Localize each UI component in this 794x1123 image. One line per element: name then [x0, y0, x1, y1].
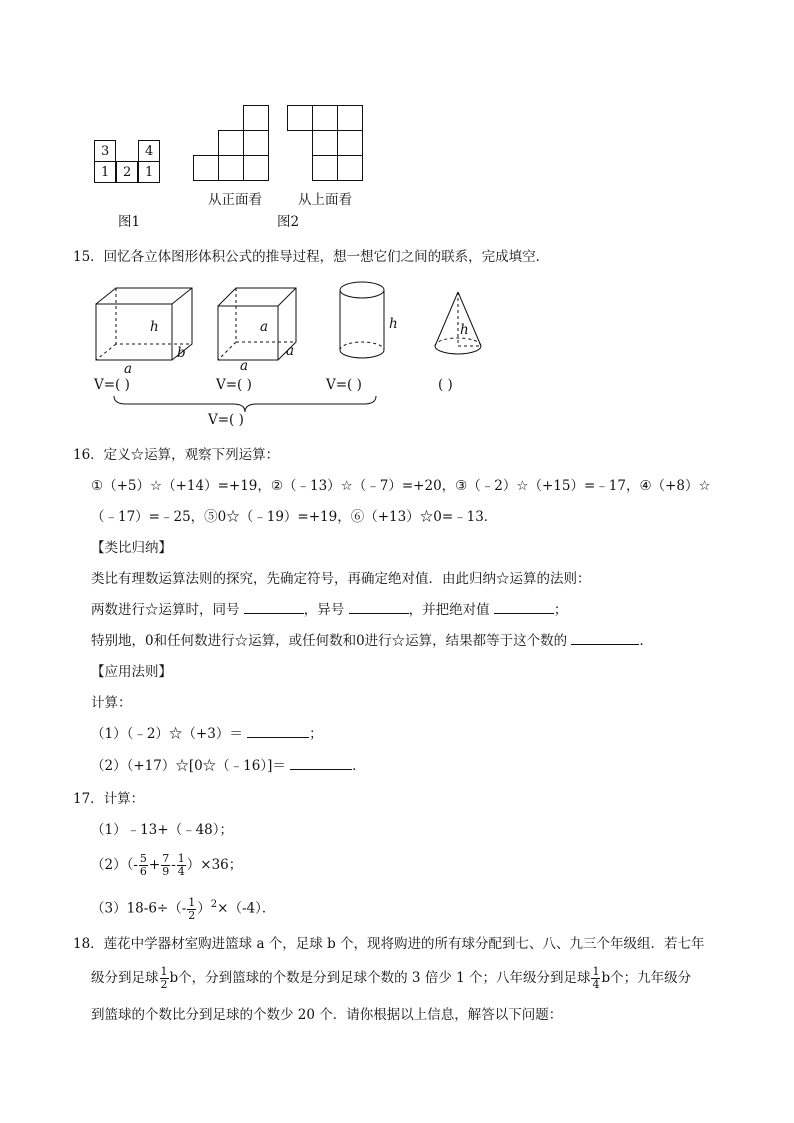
fig1-cell-1: 1: [101, 165, 110, 180]
q16-problem-2: [91, 757, 366, 775]
q16-special-line: [91, 632, 653, 650]
q18-line-2: [91, 963, 691, 993]
fig1-cell-3: 3: [101, 144, 110, 159]
combined-formula: V=( ): [208, 412, 244, 428]
cube-a-label-3: a: [286, 343, 295, 359]
problem-1-text: （1）（﹣2）☆（+3）＝: [91, 726, 248, 742]
figure-1-caption: 图1: [118, 214, 141, 230]
fraction-quarter: $\frac{1}{4}$: [592, 965, 600, 991]
problem-1-end: ；: [309, 726, 323, 742]
cylinder-figure: [336, 278, 392, 364]
cube-a-label-2: a: [240, 358, 249, 374]
problem-2-blank[interactable]: [290, 757, 352, 770]
special-case-blank[interactable]: [571, 632, 639, 645]
figure-2-caption: 图2: [277, 214, 300, 230]
q18-line-3: 到篮球的个数比分到足球的个数少 20 个．请你根据以上信息，解答以下问题：: [91, 1007, 563, 1023]
q17-p3-prefix: （3）18-6÷（: [91, 900, 182, 917]
front-view-label: 从正面看: [208, 192, 262, 208]
cuboid-b-label: b: [177, 345, 186, 361]
cuboid-a-label: a: [124, 361, 133, 377]
fraction-5-6: $\frac{5}{6}$: [139, 852, 147, 878]
fraction-7-9: $\frac{7}{9}$: [162, 852, 170, 878]
q16-calc-label: 计算：: [91, 695, 132, 711]
q16-examples-line-2: （﹣17）=﹣25，⑤0☆（﹣19）=+19，⑥（+13）☆0=﹣13．: [91, 509, 498, 525]
fig1-cell-2: 2: [123, 165, 132, 180]
q16-rule-line: [91, 601, 567, 619]
q16-analogy-text: 类比有理数运算法则的探究，先确定符号，再确定绝对值．由此归纳☆运算的法则：: [91, 571, 591, 587]
problem-1-blank[interactable]: [247, 725, 309, 738]
cuboid-formula: V=( ): [94, 377, 130, 393]
problem-2-text: （2）（+17）☆[0☆（﹣16）]＝: [91, 758, 291, 774]
cuboid-h-label: h: [150, 319, 159, 335]
q15-text: 15．回忆各立体图形体积公式的推导过程，想一想它们之间的联系，完成填空．: [73, 249, 550, 265]
q17-problem-3: （3）18-6÷（- $\frac{1}{2}$ ）$^2$×（-4）．: [91, 895, 276, 922]
curly-brace: [112, 394, 378, 414]
fraction-half: $\frac{1}{2}$: [160, 965, 168, 991]
q16-text: 16．定义☆运算，观察下列运算：: [73, 447, 280, 463]
cube-figure: [212, 284, 302, 374]
fig1-cell-4: 4: [145, 144, 154, 159]
cone-figure: [430, 288, 486, 360]
problem-2-end: ．: [352, 758, 366, 774]
rule-end: ；: [553, 602, 568, 618]
cone-formula: ( ): [438, 377, 453, 393]
front-view-grid: [193, 105, 273, 185]
rule-abs-text: ，并把绝对值: [408, 602, 494, 618]
q18-line-1: 18．莲花中学器材室购进篮球 a 个，足球 b 个，现将购进的所有球分配到七、八、九三个年级组．若七年: [73, 936, 705, 952]
special-case-text: 特别地，0和任何数进行☆运算，或任何数和0进行☆运算，结果都等于这个数的: [91, 633, 572, 649]
q18-line-2-b: b个，分到篮球的个数是分到足球个数的 3 倍少 1 个；八年级分到足球: [169, 970, 591, 986]
q17-problem-2: （2）（- $\frac{5}{6}$ + $\frac{7}{9}$ - $\frac{1}{4}$ ）×36；: [91, 852, 243, 878]
cuboid-figure: [88, 284, 198, 376]
cube-formula: V=( ): [216, 377, 252, 393]
q17-text: 17．计算：: [73, 791, 145, 807]
fig1-cell-1b: 1: [145, 165, 154, 180]
cylinder-formula: V=( ): [326, 377, 362, 393]
q17-p2-prefix: （2）（: [91, 857, 134, 873]
q16-examples-line-1: ①（+5）☆（+14）=+19，②（﹣13）☆（﹣7）=+20，③（﹣2）☆（+15）=﹣17，④（+8）☆: [91, 478, 711, 494]
special-case-end: ．: [639, 633, 653, 649]
q17-problem-1: （1）﹣13+（﹣48）；: [91, 822, 234, 838]
q16-problem-1: [91, 725, 323, 743]
q17-p3-suffix: ×（-4）．: [217, 900, 276, 917]
section-apply-heading: 【应用法则】: [91, 664, 172, 680]
section-analogy-heading: 【类比归纳】: [91, 540, 172, 556]
cylinder-h-label: h: [389, 316, 398, 332]
cone-h-label: h: [460, 322, 469, 338]
top-view-label: 从上面看: [298, 192, 352, 208]
abs-value-blank[interactable]: [494, 601, 554, 614]
cube-a-label-1: a: [260, 319, 269, 335]
fraction-1-4: $\frac{1}{4}$: [177, 852, 185, 878]
q17-p2-suffix: ）×36；: [186, 857, 243, 873]
same-sign-blank[interactable]: [244, 601, 304, 614]
q18-line-2-a: 级分到足球: [91, 970, 159, 986]
diff-sign-blank[interactable]: [349, 601, 409, 614]
fraction-1-2: $\frac{1}{2}$: [188, 895, 196, 922]
q18-line-2-c: b个；九年级分: [601, 970, 692, 986]
rule-same-sign-text: 两数进行☆运算时，同号: [91, 602, 244, 618]
rule-diff-sign-text: ，异号: [303, 602, 349, 618]
top-view-grid: [287, 105, 367, 185]
